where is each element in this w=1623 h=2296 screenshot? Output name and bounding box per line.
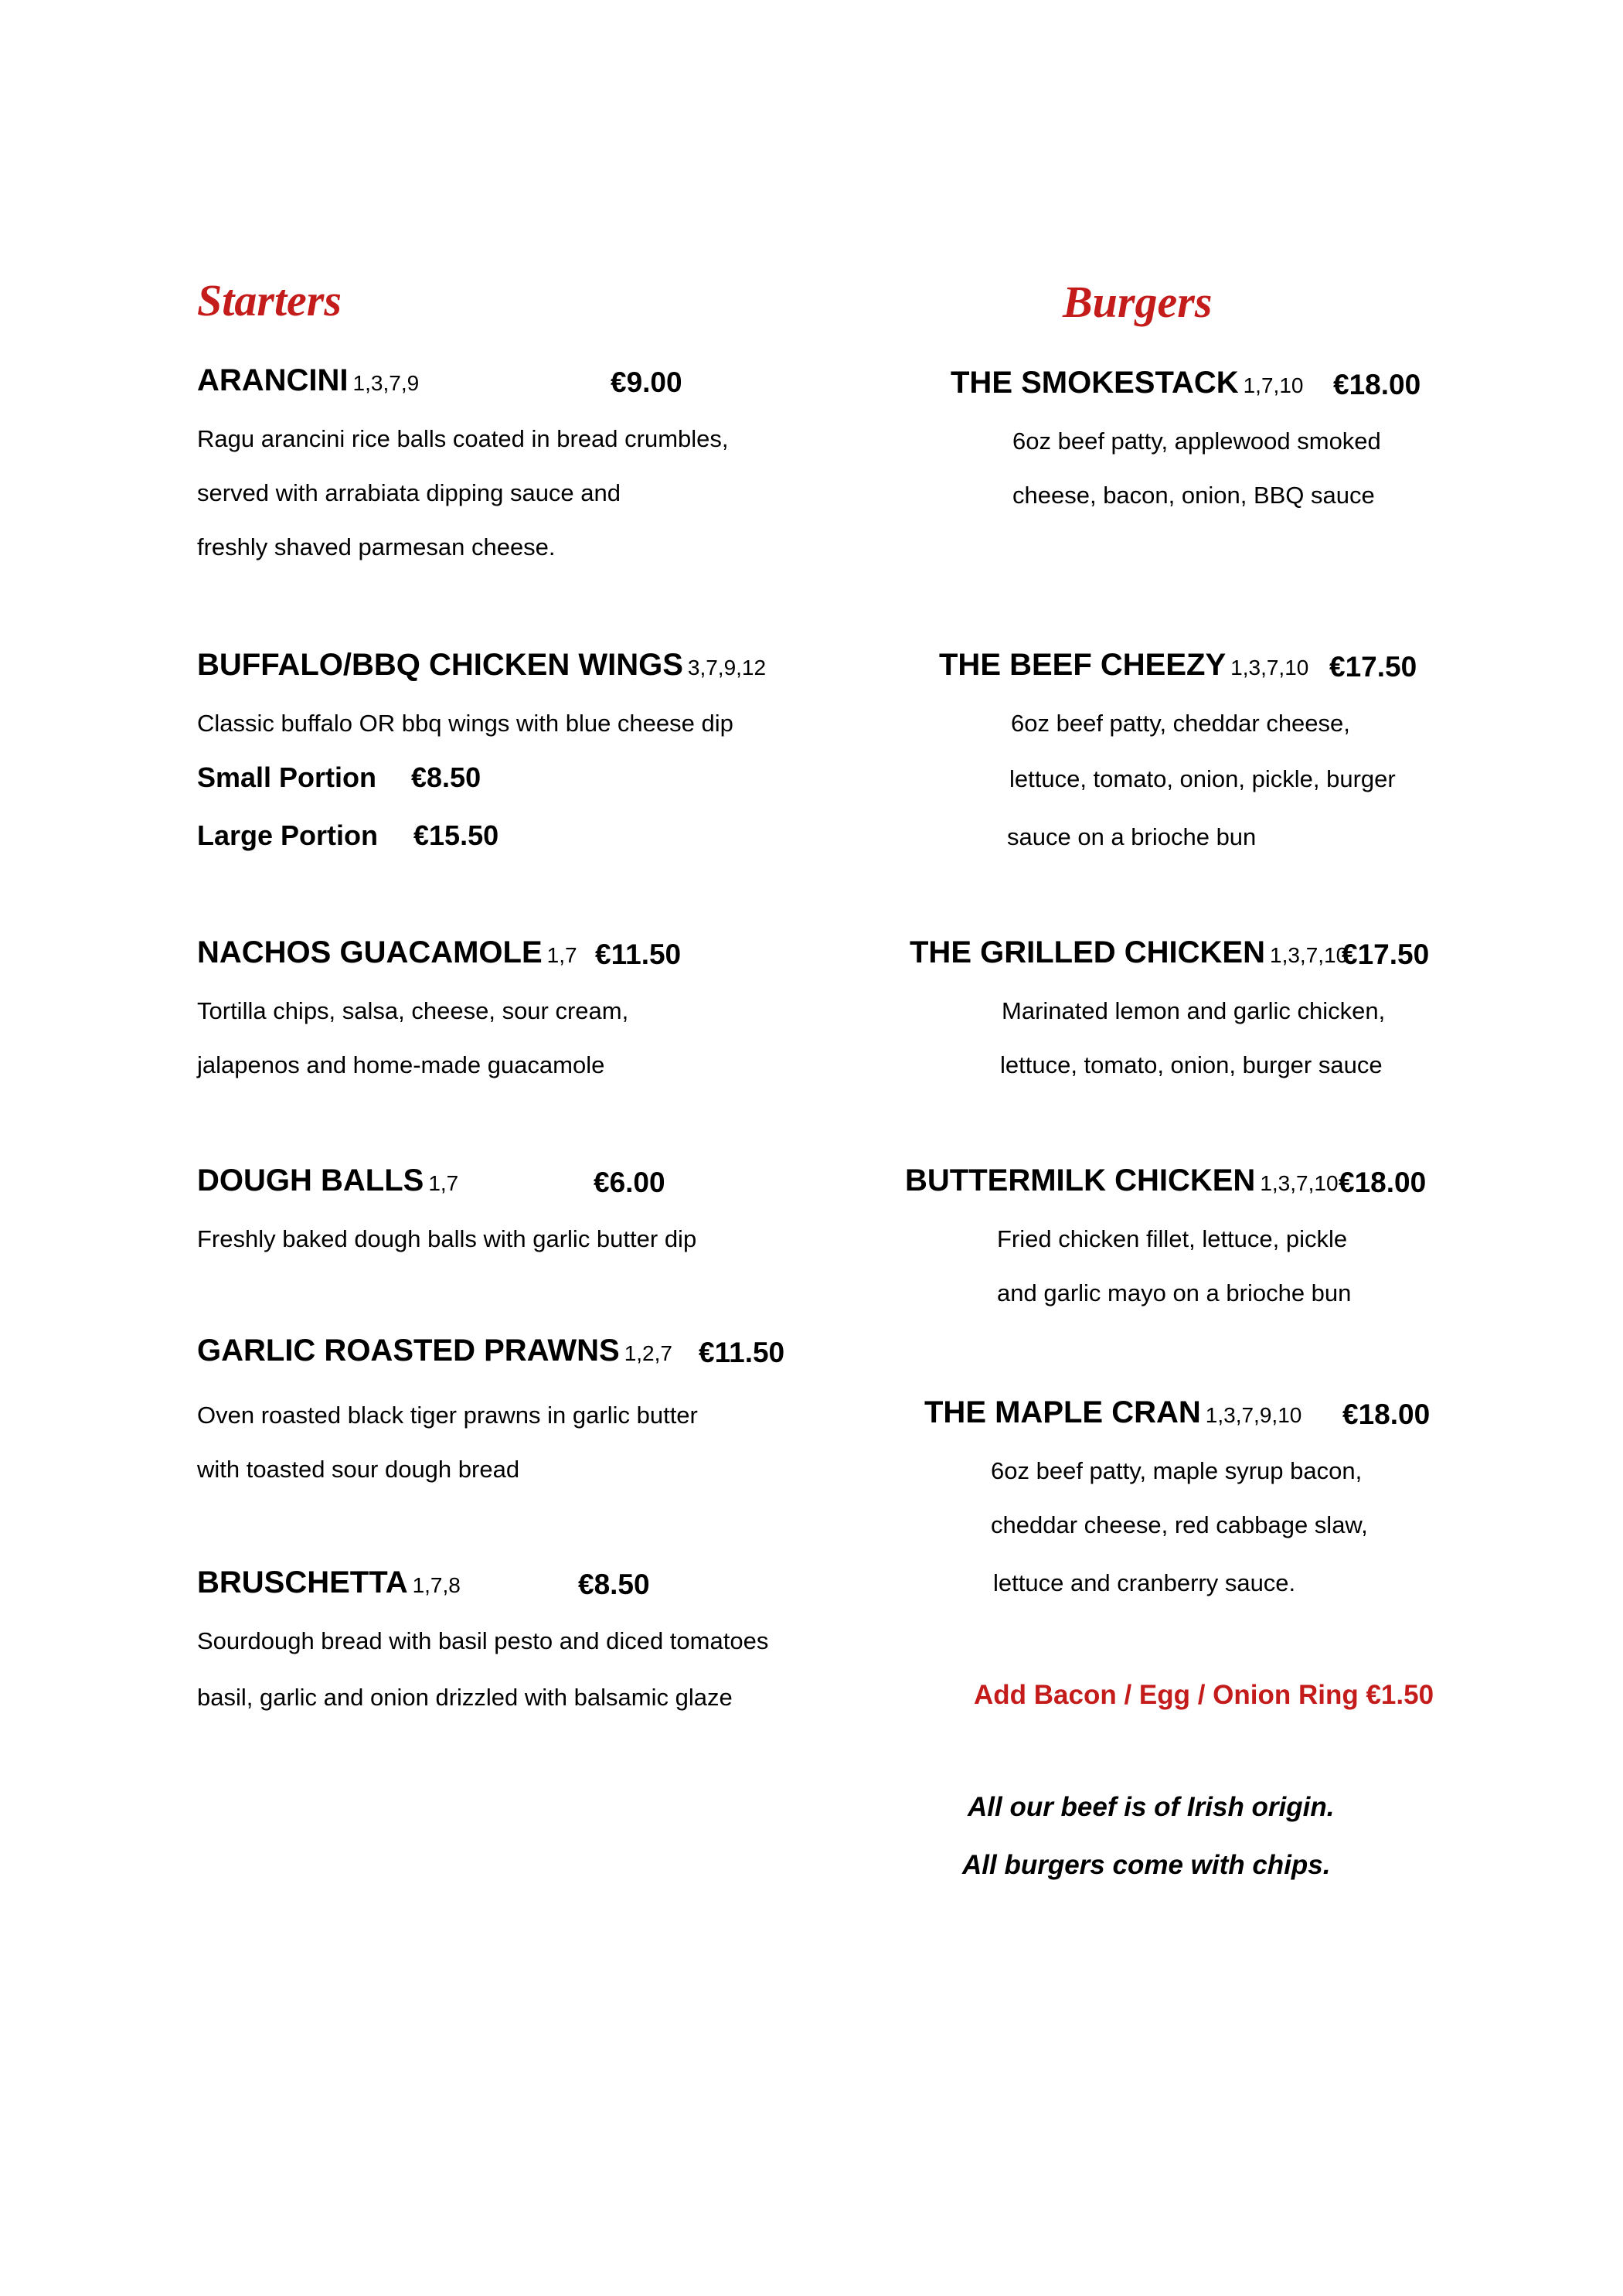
item-description-line: Sourdough bread with basil pesto and diced tomatoes: [197, 1627, 769, 1654]
item-description-line: Freshly baked dough balls with garlic butter dip: [197, 1225, 697, 1252]
allergen-codes: 1,7,8: [412, 1573, 461, 1597]
item-price: €18.00: [1339, 1167, 1427, 1198]
portion-label: Large Portion: [197, 819, 379, 851]
allergen-codes: 1,3,7,10: [1230, 656, 1309, 680]
item-name: ARANCINI: [197, 363, 349, 397]
item-price: €11.50: [595, 938, 682, 970]
item-name: BUTTERMILK CHICKEN: [905, 1163, 1256, 1197]
item-price: €18.00: [1342, 1398, 1431, 1430]
item-name: GARLIC ROASTED PRAWNS: [197, 1334, 620, 1368]
item-price: €6.00: [594, 1167, 665, 1198]
menu-item-nachos-title: [197, 935, 577, 970]
item-description-line: freshly shaved parmesan cheese.: [197, 533, 556, 560]
item-name: DOUGH BALLS: [197, 1163, 424, 1197]
item-price: €8.50: [578, 1569, 650, 1600]
item-description-line: and garlic mayo on a brioche bun: [997, 1279, 1352, 1306]
allergen-codes: 1,3,7,10: [1260, 1171, 1339, 1195]
menu-item-maple-cran-title: [924, 1395, 1301, 1430]
item-description-line: cheddar cheese, red cabbage slaw,: [991, 1511, 1368, 1538]
item-name: THE GRILLED CHICKEN: [910, 935, 1265, 969]
portion-price: €15.50: [413, 819, 499, 851]
item-name: NACHOS GUACAMOLE: [197, 935, 543, 969]
menu-item-dough-balls-title: [197, 1163, 458, 1198]
item-name: THE MAPLE CRAN: [924, 1395, 1201, 1429]
item-description-line: Marinated lemon and garlic chicken,: [1002, 997, 1386, 1024]
item-description-line: served with arrabiata dipping sauce and: [197, 479, 621, 506]
menu-item-smokestack-title: [951, 366, 1303, 400]
menu-item-grilled-chicken-title: [910, 935, 1348, 970]
allergen-codes: 1,3,7,9,10: [1205, 1403, 1302, 1427]
allergen-codes: 1,2,7: [624, 1341, 672, 1365]
item-name: BUFFALO/BBQ CHICKEN WINGS: [197, 648, 683, 682]
item-price: €18.00: [1333, 369, 1421, 400]
item-price: €17.50: [1342, 938, 1430, 970]
starters-heading: Starters: [197, 275, 342, 325]
menu-item-beef-cheezy-title: [939, 648, 1308, 683]
item-description-line: basil, garlic and onion drizzled with balsamic glaze: [197, 1684, 733, 1711]
chips-note: All burgers come with chips.: [962, 1850, 1331, 1880]
beef-origin-note: All our beef is of Irish origin.: [968, 1792, 1335, 1822]
item-price: €9.00: [611, 366, 682, 398]
item-description-line: lettuce, tomato, onion, pickle, burger: [1009, 765, 1396, 792]
menu-item-prawns-title: [197, 1334, 672, 1368]
item-name: THE BEEF CHEEZY: [939, 648, 1227, 682]
item-description-line: lettuce and cranberry sauce.: [993, 1569, 1296, 1596]
allergen-codes: 1,3,7,10: [1270, 943, 1349, 967]
menu-item-buttermilk-chicken-title: [905, 1163, 1339, 1198]
item-description-line: Tortilla chips, salsa, cheese, sour cream,: [197, 997, 629, 1024]
allergen-codes: 1,7: [428, 1171, 459, 1195]
burger-extras-note: Add Bacon / Egg / Onion Ring €1.50: [974, 1680, 1434, 1710]
item-description-line: 6oz beef patty, applewood smoked: [1012, 428, 1381, 455]
burgers-heading: Burgers: [1063, 277, 1213, 327]
item-price: €11.50: [699, 1337, 785, 1368]
portion-price: €8.50: [411, 761, 481, 793]
item-description-line: Ragu arancini rice balls coated in bread crumbles,: [197, 425, 729, 452]
allergen-codes: 3,7,9,12: [687, 656, 767, 680]
menu-item-chicken-wings-title: [197, 648, 766, 683]
item-description-line: sauce on a brioche bun: [1007, 823, 1257, 850]
allergen-codes: 1,7: [546, 943, 577, 967]
item-description-line: Fried chicken fillet, lettuce, pickle: [997, 1225, 1348, 1252]
item-name: THE SMOKESTACK: [951, 366, 1239, 400]
item-description-line: Oven roasted black tiger prawns in garlic butter: [197, 1402, 698, 1429]
item-description-line: Classic buffalo OR bbq wings with blue cheese dip: [197, 710, 733, 737]
item-price: €17.50: [1329, 651, 1417, 683]
allergen-codes: 1,7,10: [1243, 373, 1304, 397]
item-description-line: cheese, bacon, onion, BBQ sauce: [1012, 482, 1375, 509]
item-description-line: lettuce, tomato, onion, burger sauce: [1000, 1051, 1383, 1078]
menu-item-bruschetta-title: [197, 1565, 461, 1600]
item-description-line: with toasted sour dough bread: [197, 1456, 520, 1483]
item-description-line: 6oz beef patty, cheddar cheese,: [1011, 710, 1350, 737]
item-description-line: 6oz beef patty, maple syrup bacon,: [991, 1457, 1363, 1484]
menu-item-arancini-title: [197, 363, 419, 398]
allergen-codes: 1,3,7,9: [352, 371, 420, 395]
item-name: BRUSCHETTA: [197, 1565, 408, 1599]
item-description-line: jalapenos and home-made guacamole: [197, 1051, 605, 1078]
portion-label: Small Portion: [197, 761, 377, 793]
